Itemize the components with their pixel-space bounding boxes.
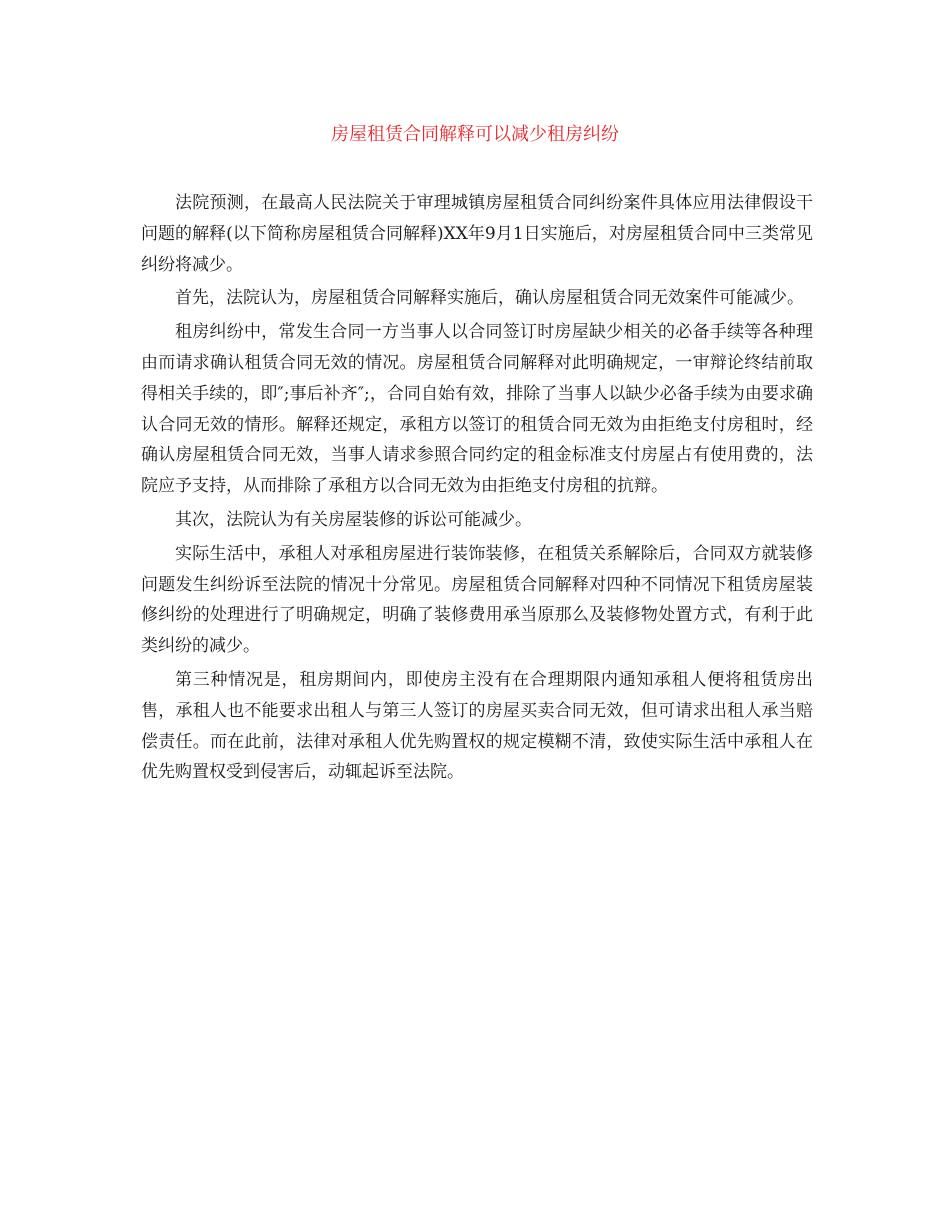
document-body: [141, 188, 813, 791]
paragraph-2: 首先，法院认为，房屋租赁合同解释实施后，确认房屋租赁合同无效案件可能减少。: [175, 288, 804, 309]
paragraph-4: 其次，法院认为有关房屋装修的诉讼可能减少。: [175, 509, 532, 530]
paragraph-1: 法院预测，在最高人民法院关于审理城镇房屋租赁合同纠纷案件具体应用法律假设干问题的解释(以下简称房屋租赁合同解释)XX年9月1日实施后，对房屋租赁合同中三类常见纠纷将减少。: [141, 193, 813, 275]
paragraph-5: 实际生活中，承租人对承租房屋进行装饰装修，在租赁关系解除后，合同双方就装修问题发生纠纷诉至法院的情况十分常见。房屋租赁合同解释对四种不同情况下租赁房屋装修纠纷的处理进行了明确规定，明确了装修费用承当原那么及装修物处置方式，有利于此类纠纷的减少。: [141, 543, 813, 657]
paragraph-3: 租房纠纷中，常发生合同一方当事人以合同签订时房屋缺少相关的必备手续等各种理由而请求确认租赁合同无效的情况。房屋租赁合同解释对此明确规定，一审辩论终结前取得相关手续的，即″;事后补齐″;，合同自始有效，排除了当事人以缺少必备手续为由要求确认合同无效的情形。解释还规定，承租方以签订的租赁合同无效为由拒绝支付房租时，经确认房屋租赁合同无效，当事人请求参照合同约定的租金标准支付房屋占有使用费的，法院应予支持，从而排除了承租方以合同无效为由拒绝支付房租的抗辩。: [141, 322, 813, 497]
paragraph-6: 第三种情况是，租房期间内，即使房主没有在合理期限内通知承租人便将租赁房出售，承租人也不能要求出租人与第三人签订的房屋买卖合同无效，但可请求出租人承当赔偿责任。而在此前，法律对承租人优先购置权的规定模糊不清，致使实际生活中承租人在优先购置权受到侵害后，动辄起诉至法院。: [141, 669, 813, 783]
document-title: 房屋租赁合同解释可以减少租房纠纷: [331, 124, 619, 145]
